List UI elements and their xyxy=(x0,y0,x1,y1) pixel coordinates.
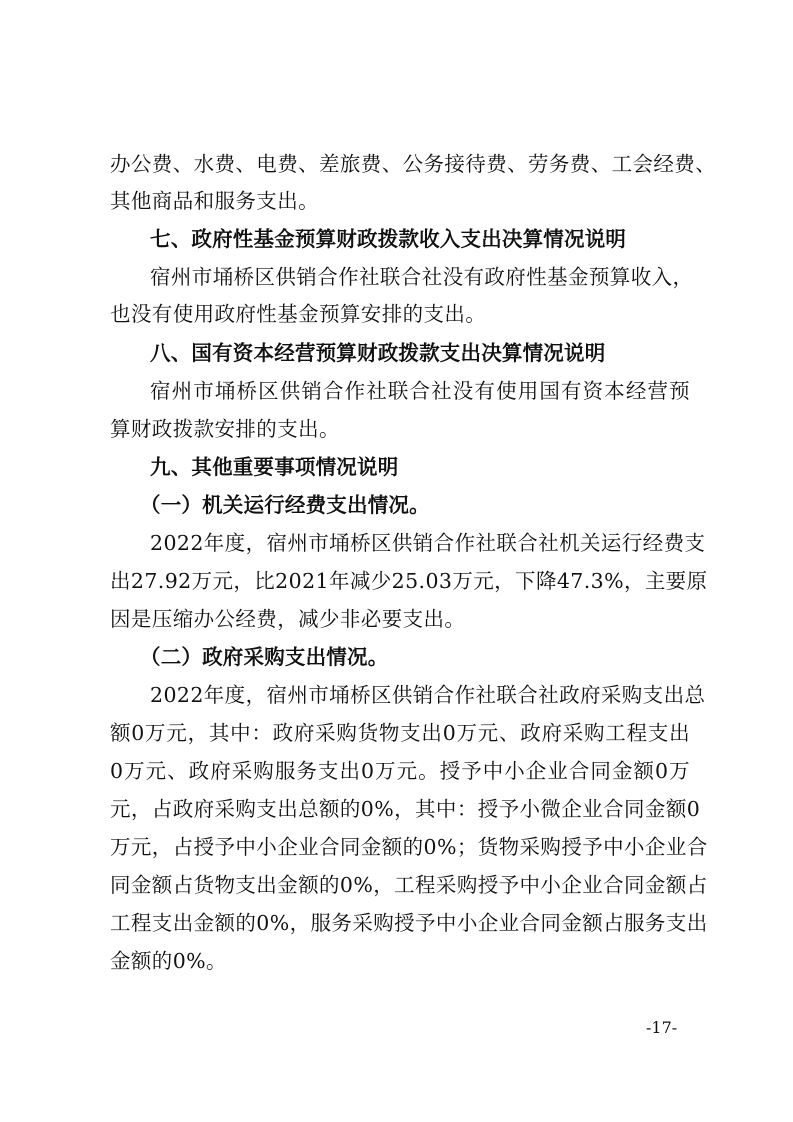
paragraph-line: 其他商品和服务支出。 xyxy=(110,189,319,213)
paragraph-line: 额0万元，其中：政府采购货物支出0万元、政府采购工程支出 xyxy=(110,721,690,745)
paragraph-line: 算财政拨款安排的支出。 xyxy=(110,417,340,441)
paragraph-line: 工程支出金额的0%，服务采购授予中小企业合同金额占服务支出 xyxy=(110,911,708,935)
paragraph-line: 因是压缩办公经费，减少非必要支出。 xyxy=(110,607,466,631)
subsection-heading: （二）政府采购支出情况。 xyxy=(140,645,389,669)
section-heading: 七、政府性基金预算财政拨款收入支出决算情况说明 xyxy=(150,227,627,251)
paragraph-line: 宿州市埇桥区供销合作社联合社没有使用国有资本经营预 xyxy=(150,379,690,403)
paragraph-line: 办公费、水费、电费、差旅费、公务接待费、劳务费、工会经费、 xyxy=(110,152,717,176)
paragraph-line: 金额的0%。 xyxy=(110,949,227,973)
section-heading: 八、国有资本经营预算财政拨款支出决算情况说明 xyxy=(150,341,606,365)
page-number: -17- xyxy=(646,1018,678,1037)
paragraph-line: 0万元、政府采购服务支出0万元。授予中小企业合同金额0万 xyxy=(110,759,690,783)
paragraph-line: 2022年度，宿州市埇桥区供销合作社联合社机关运行经费支 xyxy=(150,531,706,555)
paragraph-line: 宿州市埇桥区供销合作社联合社没有政府性基金预算收入， xyxy=(150,265,694,289)
paragraph-line: 2022年度，宿州市埇桥区供销合作社联合社政府采购支出总 xyxy=(150,683,706,707)
paragraph-line: 也没有使用政府性基金预算安排的支出。 xyxy=(110,302,487,326)
paragraph-line: 元，占政府采购支出总额的0%，其中：授予小微企业合同金额0 xyxy=(110,797,701,821)
subsection-heading: （一）机关运行经费支出情况。 xyxy=(140,493,430,517)
paragraph-line: 同金额占货物支出金额的0%，工程采购授予中小企业合同金额占 xyxy=(110,873,708,897)
paragraph-line: 出27.92万元，比2021年减少25.03万元，下降47.3%，主要原 xyxy=(110,569,708,593)
section-heading: 九、其他重要事项情况说明 xyxy=(150,455,399,479)
paragraph-line: 万元，占授予中小企业合同金额的0%；货物采购授予中小企业合 xyxy=(110,835,708,859)
